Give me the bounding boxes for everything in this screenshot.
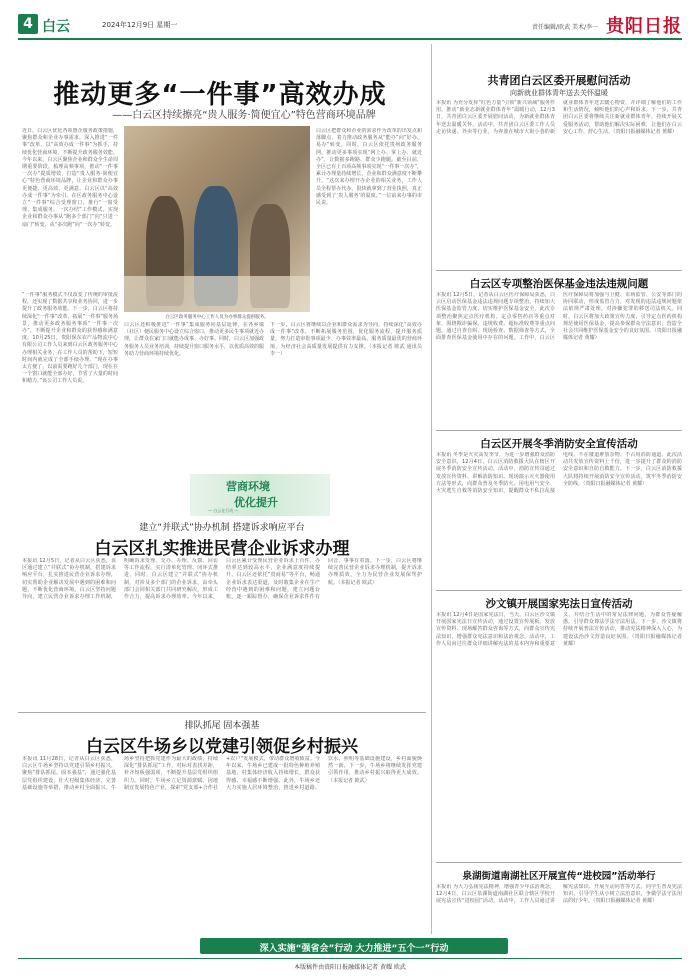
lead-photo	[124, 126, 310, 312]
right4-headline: 沙文镇开展国家宪法日宣传活动	[485, 598, 633, 610]
right2-body: 本报讯 12月5日，记者从白云区医疗保障局获悉，白云区启动医保基金违法违规问题专项整治，持续加大医保基金监管力度，切实维护医保基金安全。此次专项整治聚焦定点医疗机构、定点零售药店等重点对象，围绕欺诈骗保、违规收费、超标准收费等重点问题，通过自查自纠、现场检查、数据筛查等方式，全面排查医保基金使用中存在的问题。工作中，白云区医疗保障局将加强与卫健、市场监管、公安等部门的协同联动，形成监管合力，对发现的违法违规问题依法依规严肃处理，对涉嫌犯罪的移送司法机关。同时，白云区将加大政策宣传力度，引导定点医药机构规范使用医保基金，提高参保群众守法意识，营造全社会共同维护医保基金安全的良好氛围。（贵阳日报融媒体记者 黄耀）	[436, 292, 682, 342]
right5-body: 本报讯 为大力弘扬宪法精神，增强青少年法治观念，12月4日，白云区泉湖街道南湖社区联合辖区学校开展宪法宣传“进校园”活动。活动中，工作人员通过讲解宪法知识、开展互动问答等方式，向学生普及宪法知识，引导学生从小树立法治意识，争做学法守法用法的好少年。（贵阳日报融媒体记者 黄耀）	[436, 884, 682, 905]
issue-date: 2024年12月9日 星期一	[102, 21, 178, 29]
story2-headline: 白云区扎实推进民营企业诉求办理	[94, 539, 350, 559]
right-divider-1	[436, 270, 682, 271]
lead-subhead: ——白云区持续擦亮“贵人服务·简便宜心”特色营商环境品牌	[112, 110, 376, 121]
lead-col-5: 下一步，白云区将继续以企业和群众需求为导向，持续深化“高效办成一件事”改革，不断拓展服务范围，优化服务流程，提升服务质量，努力打造审批事项最少、办事效率最高、服务质量最优的营商环境，为经济社会高质量发展提供有力支撑。（本报记者 欧武 通讯员 李一）	[270, 322, 422, 357]
right1-body: 本报讯 为充分发挥“红色力量”引领“新兴领域”服务作用，推动“新业态新就业群体青年”温暖行动，12月3日，共青团白云区委开展慰问活动，为新就业群体青年送去温暖关怀。活动中，共青团白云区委工作人员走访快递、外卖等行业，为奔波在城市大街小巷的新就业群体青年送去暖心物资，并详细了解他们的工作和生活情况，倾听他们的心声和诉求。下一步，共青团白云区委将继续关注新就业群体青年，持续开展关爱服务活动，帮助他们解决实际困难，让他们在白云安心工作、舒心生活。（贵阳日报融媒体记者 黄耀）	[436, 100, 682, 135]
right3-body: 本报讯 冬季是火灾高发季节，为进一步增强群众消防安全意识，12月4日，白云区消防救援大队在辖区开展冬季消防安全宣传活动。活动中，消防宣传员通过发放宣传资料、讲解消防知识、现场演示灭火器使用方法等形式，向群众普及冬季防火、用电用气安全、火灾逃生自救等消防安全知识，提醒群众不私拉乱接电线、不在楼道堆放杂物、不占用消防通道。此次活动共发放宣传资料上千份，进一步提升了群众的消防安全意识和自防自救能力。下一步，白云区消防救援大队将持续开展消防安全宣传活动，筑牢冬季消防安全防线。（贵阳日报融媒体记者 黄耀）	[436, 452, 682, 495]
masthead-rule	[18, 38, 682, 40]
banner-line-3: — 白云在行动 —	[208, 508, 239, 513]
editor-credit: 责任编辑/欧武 美术/李一	[532, 24, 598, 31]
footer-banner-text: 深入实施“强省会”行动 大力推进“五个一”行动	[259, 944, 449, 954]
column-divider	[431, 44, 432, 934]
right-divider-4	[436, 862, 682, 863]
right4-body: 本报讯 12月4日是国家宪法日，当天，白云区沙文镇开展国家宪法日宣传活动，通过设置宣传展板、发放宣传资料、现场解答群众咨询等方式，向群众宣传宪法知识，增强群众宪法意识和法治观念。活动中，工作人员向过往群众详细讲解宪法的基本内容和重要意义，并结合生活中的常见法律问题，为群众答疑解惑，引导群众尊法学法守法用法。下一步，沙文镇将持续开展普法宣传活动，推动宪法精神深入人心，为建设法治沙文营造良好氛围。（贵阳日报融媒体记者 黄耀）	[436, 612, 682, 647]
lead-col-3: 白云区把群众和企业的需求作为改革的出发点和落脚点，着力推动政务服务从“能办”向“好办、易办”转变。同时，白云区依托贵州政务服务网，推动更多事项实现“网上办、掌上办、就近办”，让数据多跑路、群众少跑腿。截至目前，全区已有上百项高频事项实现“一件事一次办”，累计办理量持续增长，企业和群众满意度不断攀升。“这次来办理开办企业的相关业务，工作人员全程帮办代办，很快就拿到了营业执照，真正感受到了‘贵人服务’的温度。”一位前来办事的市民说。	[316, 128, 422, 207]
right1-subhead: 向新就业群体青年送去关怀温暖	[510, 89, 608, 97]
business-environment-banner	[190, 474, 330, 516]
section-name: 白云	[42, 19, 70, 35]
banner-line-2: 优化提升	[234, 496, 278, 509]
story3-body: 本报讯 11月28日，记者从白云区获悉，白云区牛场乡坚持以党建引领乡村振兴，聚焦“排队抓尾、固本强基”，通过强化基层党组织建设、壮大村级集体经济、完善基础设施等举措，推动乡村全面振兴。牛场乡坚持把抓党建作为最大的政绩，持续深化“排队抓尾”工作，对标对表找差距，补齐短板强弱项，不断提升基层党组织组织力。同时，牛场乡立足资源禀赋，因地制宜发展特色产业，探索“党支部+合作社+农户”发展模式，带动群众增收致富。今年以来，牛场乡已建成一批特色种植养殖基地，村集体经济收入持续增长，群众获得感、幸福感不断增强。此外，牛场乡还大力实施人居环境整治，推进乡村道路、饮水、照明等基础设施建设，乡村面貌焕然一新。下一步，牛场乡将继续发挥党建引领作用，推动乡村振兴取得更大成效。（本报记者 欧武）	[22, 756, 422, 791]
right1-headline: 共青团白云区委开展慰问活动	[487, 74, 631, 87]
lead-col-4: 白云区还积极推进“一件事”集成服务向基层延伸，在各乡镇（社区）便民服务中心设立综合窗口，推动更多民生事项就近办理，让群众在家门口就能办成事、办好事。同时，白云区加强政务服务人员业务培训，持续提升窗口服务水平，以优质高效的服务助力营商环境持续优化。	[124, 322, 264, 357]
newspaper-logo: 贵阳日报	[606, 16, 682, 37]
footer-note: 本版稿件由贵阳日报融媒体记者 黄耀 欧武	[294, 964, 406, 971]
lead-photo-caption: 白云区政务服务中心工作人员为办事群众提供服务。	[165, 315, 269, 320]
right-divider-3	[436, 590, 682, 591]
right5-headline: 泉湖街道南湖社区开展宣传“进校园”活动举行	[462, 871, 656, 882]
footer-banner	[200, 938, 508, 954]
story3-kicker: 排队抓尾 固本强基	[184, 721, 260, 731]
right3-headline: 白云区开展冬季消防安全宣传活动	[480, 438, 638, 450]
masthead	[18, 14, 682, 36]
right-divider-2	[436, 430, 682, 431]
lead-headline: 推动更多“一件事”高效办成	[53, 80, 387, 110]
page-number: 4	[18, 14, 38, 34]
lead-col-1: 近日，白云区优化各项惠企服务政策措施，聚焦群众和企业办事需求，深入推进“一件事”改革，以“高效办成一件事”为抓手，持续优化营商环境，不断提升政务服务效能。今年以来，白云区聚焦企业和群众全生命周期重要阶段，梳理高频事项，推动“一件事一次办”提质增效，打造“贵人服务·简便宜心”特色营商环境品牌，让企业和群众办事更便捷、更高效、更满意。白云区以“高效办成一件事”为牵引，在区政务服务中心设立“一件事”综合受理窗口，推行“一窗受理、集成服务、一次办结”工作模式，实现企业和群众办事从“跑多个部门”向“只进一扇门”转变，从“多次跑”向“一次办”转变。	[22, 128, 118, 228]
right2-headline: 白云区专项整治医保基金违法违规问题	[469, 278, 649, 290]
story3-headline: 白云区牛场乡以党建引领促乡村振兴	[86, 737, 358, 757]
story2-body: 本报讯 12月5日，记者从白云区获悉，该区通过建立“并联式”协办机制，搭建诉求响应平台，扎实推进民营企业诉求办理，切实帮助企业解决发展中遇到的困难和问题，不断优化营商环境。白云区坚持问题导向，建立民营企业诉求办理工作机制，明确诉求受理、交办、办理、反馈、回访等工作流程，实行清单化管理、闭环式推进。同时，白云区建立“并联式”协办机制，对涉及多个部门的企业诉求，由牵头部门会同相关部门共同研究解决，形成工作合力，提高诉求办理效率。今年以来，白云区累计受理民营企业诉求上百件，办结率达到较高水平，企业满意度持续提升。白云区还依托“贵商易”等平台，畅通企业诉求表达渠道，及时收集企业在生产经营中遇到的困难和问题，建立问题台账，逐一跟踪督办，确保企业诉求件件有回音、事事有着落。下一步，白云区将继续完善民营企业诉求办理机制，提升诉求办理质效，全力为民营企业发展保驾护航。（本报记者 欧武）	[22, 558, 422, 601]
lead-col-2: “一件事”服务模式不仅改变了传统的审批流程，还实现了数据共享和业务协同，进一步提升了政务服务效能。下一步，白云区将持续深化“一件事”改革，拓展“一件事”服务场景，推动更多政务服务事项“一件事一次办”，不断提升企业和群众的获得感和满意度。10月25日，贵阳保东农产品物流中心有限公司工作人员来到白云区政务服务中心办理相关业务，在工作人员的帮助下，短短时间内就完成了全部手续办理。“现在办事太方便了，以前需要跑好几个部门，现在在一个窗口就能全部办好，节省了大量的时间和精力。”该公司工作人员说。	[22, 292, 118, 385]
banner-line-1: 营商环境	[226, 480, 270, 493]
story-divider	[18, 712, 426, 713]
footer-rule	[18, 958, 682, 959]
story2-kicker: 建立“并联式”协办机制 搭建诉求响应平台	[139, 523, 305, 533]
